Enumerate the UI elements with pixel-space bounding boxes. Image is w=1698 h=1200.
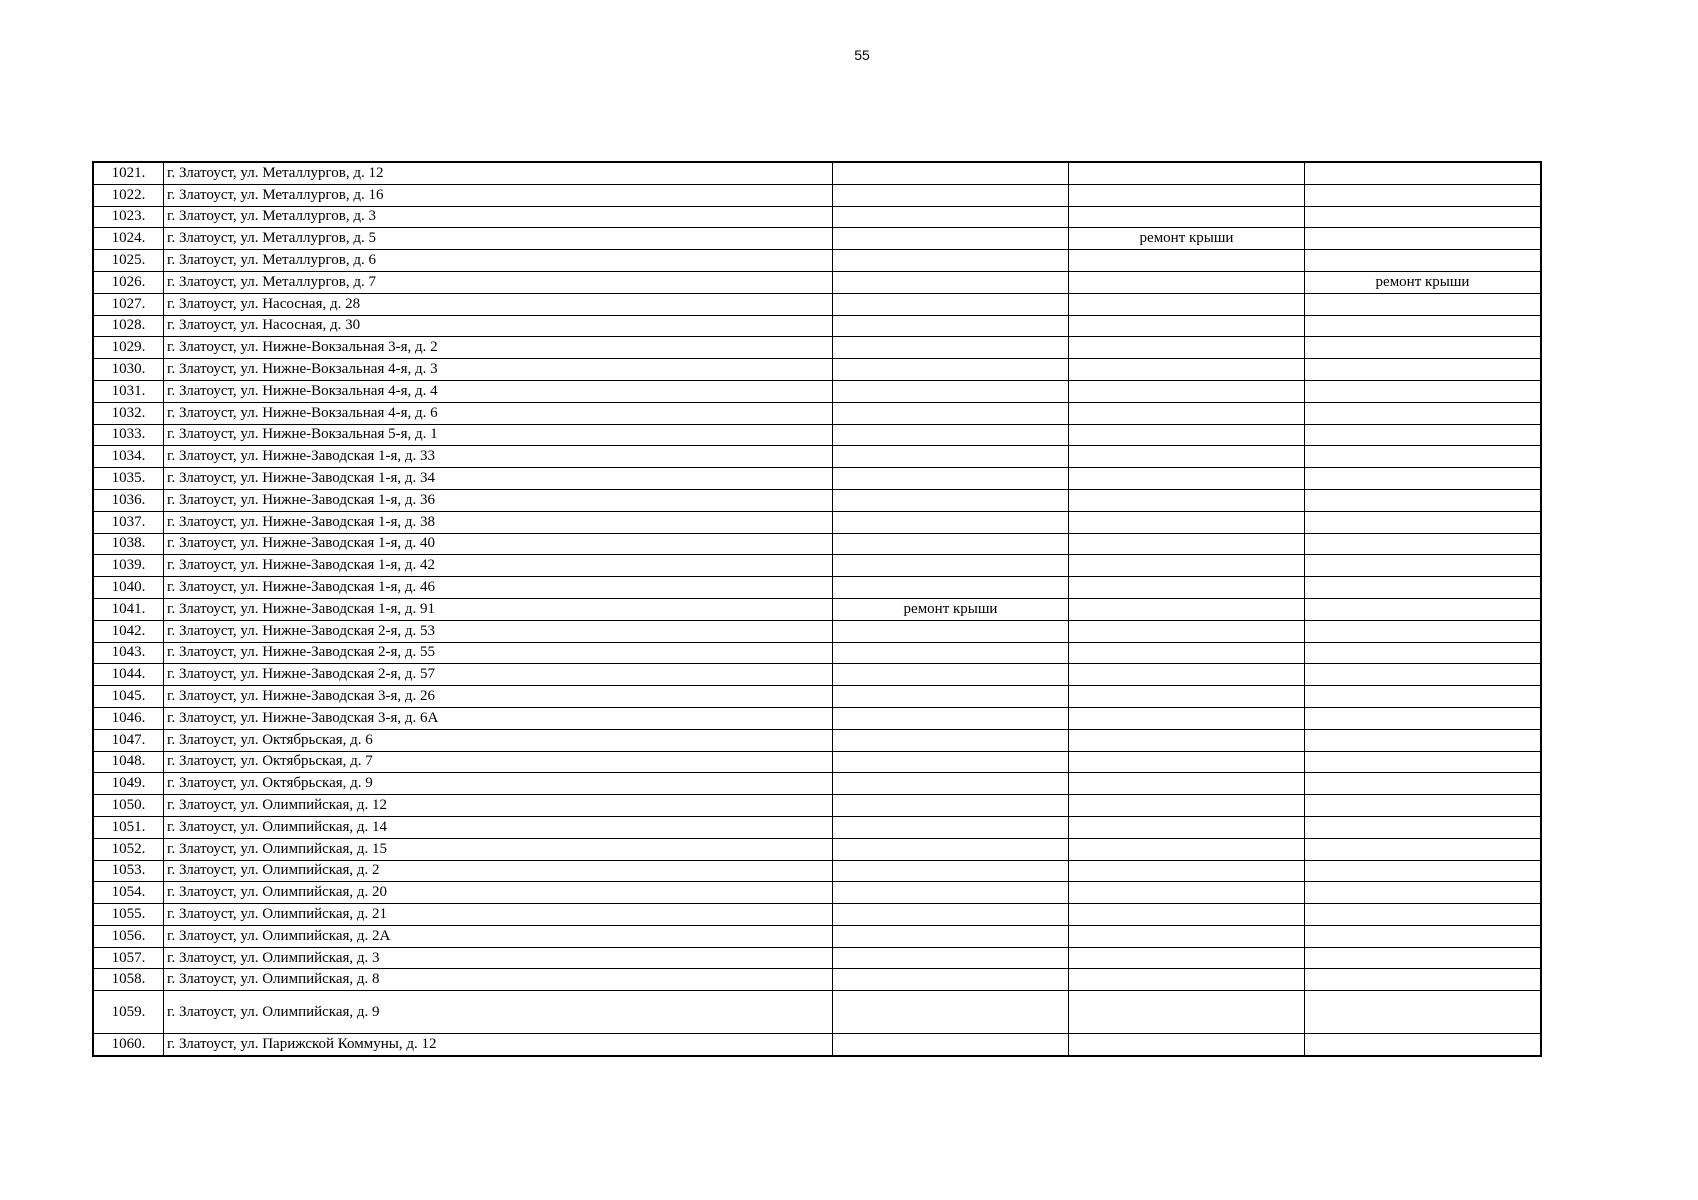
table-body	[94, 163, 1541, 1056]
row-number: 1033.	[94, 424, 164, 446]
work-cell-1	[833, 642, 1069, 664]
row-number: 1045.	[94, 686, 164, 708]
address-cell: г. Златоуст, ул. Олимпийская, д. 20	[164, 882, 833, 904]
row-number: 1058.	[94, 969, 164, 991]
work-cell-2	[1069, 468, 1305, 490]
table-row	[94, 293, 1541, 315]
table-row	[94, 598, 1541, 620]
table-row	[94, 773, 1541, 795]
address-cell: г. Златоуст, ул. Металлургов, д. 3	[164, 206, 833, 228]
work-cell-3	[1305, 577, 1541, 599]
table-row	[94, 424, 1541, 446]
work-cell-1	[833, 359, 1069, 381]
table-row	[94, 380, 1541, 402]
work-cell-1	[833, 925, 1069, 947]
work-cell-2	[1069, 402, 1305, 424]
work-cell-1	[833, 904, 1069, 926]
work-cell-1	[833, 707, 1069, 729]
row-number: 1027.	[94, 293, 164, 315]
address-cell: г. Златоуст, ул. Нижне-Заводская 2-я, д. 55	[164, 642, 833, 664]
row-number: 1043.	[94, 642, 164, 664]
row-number: 1039.	[94, 555, 164, 577]
work-cell-3	[1305, 380, 1541, 402]
address-cell: г. Златоуст, ул. Металлургов, д. 12	[164, 163, 833, 185]
address-cell: г. Златоуст, ул. Насосная, д. 30	[164, 315, 833, 337]
work-cell-3	[1305, 751, 1541, 773]
row-number: 1024.	[94, 228, 164, 250]
row-number: 1051.	[94, 816, 164, 838]
work-cell-3	[1305, 882, 1541, 904]
table-row	[94, 860, 1541, 882]
address-cell: г. Златоуст, ул. Нижне-Вокзальная 4-я, д. 6	[164, 402, 833, 424]
address-cell: г. Златоуст, ул. Нижне-Вокзальная 4-я, д. 3	[164, 359, 833, 381]
address-cell: г. Златоуст, ул. Нижне-Заводская 2-я, д. 53	[164, 620, 833, 642]
work-cell-2	[1069, 446, 1305, 468]
row-number: 1059.	[94, 991, 164, 1034]
work-cell-1	[833, 468, 1069, 490]
work-cell-1	[833, 860, 1069, 882]
work-cell-2	[1069, 163, 1305, 185]
work-cell-3	[1305, 947, 1541, 969]
work-cell-2	[1069, 969, 1305, 991]
row-number: 1047.	[94, 729, 164, 751]
work-cell-3	[1305, 598, 1541, 620]
row-number: 1036.	[94, 489, 164, 511]
work-cell-3	[1305, 1034, 1541, 1056]
row-number: 1056.	[94, 925, 164, 947]
work-cell-3	[1305, 795, 1541, 817]
work-cell-2	[1069, 184, 1305, 206]
table-row	[94, 838, 1541, 860]
table-row	[94, 642, 1541, 664]
work-cell-1	[833, 620, 1069, 642]
work-cell-2	[1069, 860, 1305, 882]
work-cell-3	[1305, 293, 1541, 315]
work-cell-2	[1069, 707, 1305, 729]
work-cell-2	[1069, 271, 1305, 293]
work-cell-2	[1069, 380, 1305, 402]
work-cell-1	[833, 969, 1069, 991]
work-cell-1	[833, 206, 1069, 228]
table-row	[94, 184, 1541, 206]
work-cell-2	[1069, 882, 1305, 904]
address-cell: г. Златоуст, ул. Нижне-Заводская 3-я, д. 26	[164, 686, 833, 708]
row-number: 1028.	[94, 315, 164, 337]
address-cell: г. Златоуст, ул. Нижне-Заводская 1-я, д. 42	[164, 555, 833, 577]
table-row	[94, 729, 1541, 751]
address-cell: г. Златоуст, ул. Нижне-Заводская 1-я, д. 46	[164, 577, 833, 599]
address-cell: г. Златоуст, ул. Парижской Коммуны, д. 12	[164, 1034, 833, 1056]
table-row	[94, 751, 1541, 773]
work-cell-1	[833, 511, 1069, 533]
row-number: 1054.	[94, 882, 164, 904]
work-cell-3	[1305, 773, 1541, 795]
table-row	[94, 816, 1541, 838]
work-cell-3	[1305, 969, 1541, 991]
building-repair-table	[93, 162, 1541, 1056]
address-cell: г. Златоуст, ул. Олимпийская, д. 14	[164, 816, 833, 838]
work-cell-2	[1069, 293, 1305, 315]
work-cell-2	[1069, 795, 1305, 817]
work-cell-1	[833, 228, 1069, 250]
row-number: 1031.	[94, 380, 164, 402]
work-cell-3	[1305, 206, 1541, 228]
work-cell-3	[1305, 402, 1541, 424]
work-cell-1	[833, 729, 1069, 751]
table-row	[94, 163, 1541, 185]
work-cell-1	[833, 315, 1069, 337]
address-cell: г. Златоуст, ул. Нижне-Заводская 1-я, д. 91	[164, 598, 833, 620]
work-cell-3	[1305, 620, 1541, 642]
table-row	[94, 991, 1541, 1034]
address-cell: г. Златоуст, ул. Олимпийская, д. 12	[164, 795, 833, 817]
work-cell-2	[1069, 816, 1305, 838]
row-number: 1025.	[94, 250, 164, 272]
work-cell-1	[833, 664, 1069, 686]
table-row	[94, 315, 1541, 337]
work-cell-3: ремонт крыши	[1305, 271, 1541, 293]
work-cell-2	[1069, 751, 1305, 773]
row-number: 1021.	[94, 163, 164, 185]
row-number: 1037.	[94, 511, 164, 533]
work-cell-3	[1305, 991, 1541, 1034]
work-cell-2	[1069, 947, 1305, 969]
work-cell-3	[1305, 729, 1541, 751]
work-cell-2	[1069, 533, 1305, 555]
work-cell-1	[833, 991, 1069, 1034]
row-number: 1060.	[94, 1034, 164, 1056]
work-cell-2	[1069, 664, 1305, 686]
work-cell-1	[833, 250, 1069, 272]
table-row	[94, 446, 1541, 468]
table-row	[94, 925, 1541, 947]
row-number: 1029.	[94, 337, 164, 359]
address-cell: г. Златоуст, ул. Насосная, д. 28	[164, 293, 833, 315]
work-cell-3	[1305, 424, 1541, 446]
work-cell-1	[833, 838, 1069, 860]
row-number: 1053.	[94, 860, 164, 882]
work-cell-3	[1305, 337, 1541, 359]
table-row	[94, 359, 1541, 381]
row-number: 1038.	[94, 533, 164, 555]
table-row	[94, 664, 1541, 686]
work-cell-2	[1069, 598, 1305, 620]
work-cell-2	[1069, 577, 1305, 599]
page-number: 55	[854, 47, 870, 63]
work-cell-2	[1069, 337, 1305, 359]
work-cell-1	[833, 337, 1069, 359]
work-cell-3	[1305, 816, 1541, 838]
address-cell: г. Златоуст, ул. Нижне-Вокзальная 3-я, д. 2	[164, 337, 833, 359]
work-cell-2	[1069, 359, 1305, 381]
work-cell-2	[1069, 773, 1305, 795]
row-number: 1048.	[94, 751, 164, 773]
work-cell-1	[833, 1034, 1069, 1056]
row-number: 1042.	[94, 620, 164, 642]
work-cell-2	[1069, 838, 1305, 860]
work-cell-3	[1305, 511, 1541, 533]
work-cell-2	[1069, 904, 1305, 926]
work-cell-2: ремонт крыши	[1069, 228, 1305, 250]
address-cell: г. Златоуст, ул. Нижне-Вокзальная 5-я, д. 1	[164, 424, 833, 446]
row-number: 1040.	[94, 577, 164, 599]
address-cell: г. Златоуст, ул. Металлургов, д. 16	[164, 184, 833, 206]
row-number: 1026.	[94, 271, 164, 293]
row-number: 1034.	[94, 446, 164, 468]
work-cell-3	[1305, 315, 1541, 337]
work-cell-1	[833, 184, 1069, 206]
address-cell: г. Златоуст, ул. Нижне-Заводская 1-я, д. 38	[164, 511, 833, 533]
table-row	[94, 228, 1541, 250]
work-cell-2	[1069, 315, 1305, 337]
work-cell-3	[1305, 686, 1541, 708]
work-cell-1	[833, 577, 1069, 599]
address-cell: г. Златоуст, ул. Нижне-Заводская 1-я, д. 40	[164, 533, 833, 555]
work-cell-2	[1069, 642, 1305, 664]
table-row	[94, 468, 1541, 490]
table-row	[94, 904, 1541, 926]
row-number: 1035.	[94, 468, 164, 490]
work-cell-1	[833, 424, 1069, 446]
work-cell-3	[1305, 468, 1541, 490]
table-row	[94, 250, 1541, 272]
row-number: 1030.	[94, 359, 164, 381]
address-cell: г. Златоуст, ул. Нижне-Вокзальная 4-я, д. 4	[164, 380, 833, 402]
table-row	[94, 795, 1541, 817]
address-cell: г. Златоуст, ул. Октябрьская, д. 6	[164, 729, 833, 751]
address-cell: г. Златоуст, ул. Нижне-Заводская 2-я, д. 57	[164, 664, 833, 686]
work-cell-3	[1305, 446, 1541, 468]
address-cell: г. Златоуст, ул. Октябрьская, д. 7	[164, 751, 833, 773]
row-number: 1049.	[94, 773, 164, 795]
work-cell-2	[1069, 555, 1305, 577]
row-number: 1022.	[94, 184, 164, 206]
work-cell-1	[833, 882, 1069, 904]
work-cell-1	[833, 293, 1069, 315]
work-cell-1: ремонт крыши	[833, 598, 1069, 620]
table-row	[94, 402, 1541, 424]
row-number: 1050.	[94, 795, 164, 817]
table-row	[94, 511, 1541, 533]
table-row	[94, 1034, 1541, 1056]
address-cell: г. Златоуст, ул. Металлургов, д. 5	[164, 228, 833, 250]
address-cell: г. Златоуст, ул. Металлургов, д. 7	[164, 271, 833, 293]
address-cell: г. Златоуст, ул. Октябрьская, д. 9	[164, 773, 833, 795]
row-number: 1032.	[94, 402, 164, 424]
row-number: 1023.	[94, 206, 164, 228]
table-row	[94, 271, 1541, 293]
work-cell-2	[1069, 729, 1305, 751]
address-cell: г. Златоуст, ул. Олимпийская, д. 8	[164, 969, 833, 991]
table-row	[94, 707, 1541, 729]
address-cell: г. Златоуст, ул. Нижне-Заводская 1-я, д. 36	[164, 489, 833, 511]
work-cell-1	[833, 271, 1069, 293]
work-cell-1	[833, 751, 1069, 773]
work-cell-3	[1305, 489, 1541, 511]
work-cell-1	[833, 380, 1069, 402]
address-cell: г. Златоуст, ул. Олимпийская, д. 2	[164, 860, 833, 882]
work-cell-3	[1305, 163, 1541, 185]
work-cell-1	[833, 555, 1069, 577]
work-cell-2	[1069, 424, 1305, 446]
work-cell-2	[1069, 250, 1305, 272]
work-cell-2	[1069, 489, 1305, 511]
work-cell-3	[1305, 228, 1541, 250]
address-cell: г. Златоуст, ул. Нижне-Заводская 3-я, д. 6А	[164, 707, 833, 729]
table-row	[94, 206, 1541, 228]
work-cell-2	[1069, 511, 1305, 533]
work-cell-3	[1305, 664, 1541, 686]
work-cell-1	[833, 446, 1069, 468]
row-number: 1052.	[94, 838, 164, 860]
work-cell-3	[1305, 184, 1541, 206]
work-cell-2	[1069, 1034, 1305, 1056]
address-cell: г. Златоуст, ул. Олимпийская, д. 21	[164, 904, 833, 926]
address-cell: г. Златоуст, ул. Нижне-Заводская 1-я, д. 33	[164, 446, 833, 468]
work-cell-2	[1069, 991, 1305, 1034]
table-row	[94, 555, 1541, 577]
work-cell-3	[1305, 250, 1541, 272]
row-number: 1044.	[94, 664, 164, 686]
table-row	[94, 947, 1541, 969]
work-cell-3	[1305, 838, 1541, 860]
row-number: 1055.	[94, 904, 164, 926]
work-cell-3	[1305, 904, 1541, 926]
work-cell-1	[833, 686, 1069, 708]
work-cell-3	[1305, 860, 1541, 882]
table-row	[94, 620, 1541, 642]
address-cell: г. Златоуст, ул. Олимпийская, д. 3	[164, 947, 833, 969]
table-row	[94, 337, 1541, 359]
address-cell: г. Златоуст, ул. Олимпийская, д. 2А	[164, 925, 833, 947]
address-cell: г. Златоуст, ул. Олимпийская, д. 9	[164, 991, 833, 1034]
table-row	[94, 489, 1541, 511]
address-cell: г. Златоуст, ул. Металлургов, д. 6	[164, 250, 833, 272]
work-cell-2	[1069, 925, 1305, 947]
work-cell-3	[1305, 533, 1541, 555]
table-row	[94, 577, 1541, 599]
work-cell-1	[833, 163, 1069, 185]
work-cell-3	[1305, 555, 1541, 577]
table-row	[94, 969, 1541, 991]
table-row	[94, 686, 1541, 708]
work-cell-3	[1305, 642, 1541, 664]
work-cell-2	[1069, 620, 1305, 642]
work-cell-1	[833, 773, 1069, 795]
work-cell-1	[833, 402, 1069, 424]
work-cell-2	[1069, 206, 1305, 228]
address-cell: г. Златоуст, ул. Нижне-Заводская 1-я, д. 34	[164, 468, 833, 490]
work-cell-3	[1305, 359, 1541, 381]
table-row	[94, 533, 1541, 555]
work-cell-1	[833, 489, 1069, 511]
work-cell-1	[833, 947, 1069, 969]
row-number: 1057.	[94, 947, 164, 969]
table-row	[94, 882, 1541, 904]
work-cell-1	[833, 816, 1069, 838]
address-cell: г. Златоуст, ул. Олимпийская, д. 15	[164, 838, 833, 860]
work-cell-1	[833, 795, 1069, 817]
work-cell-3	[1305, 707, 1541, 729]
row-number: 1041.	[94, 598, 164, 620]
work-cell-3	[1305, 925, 1541, 947]
row-number: 1046.	[94, 707, 164, 729]
work-cell-1	[833, 533, 1069, 555]
work-cell-2	[1069, 686, 1305, 708]
